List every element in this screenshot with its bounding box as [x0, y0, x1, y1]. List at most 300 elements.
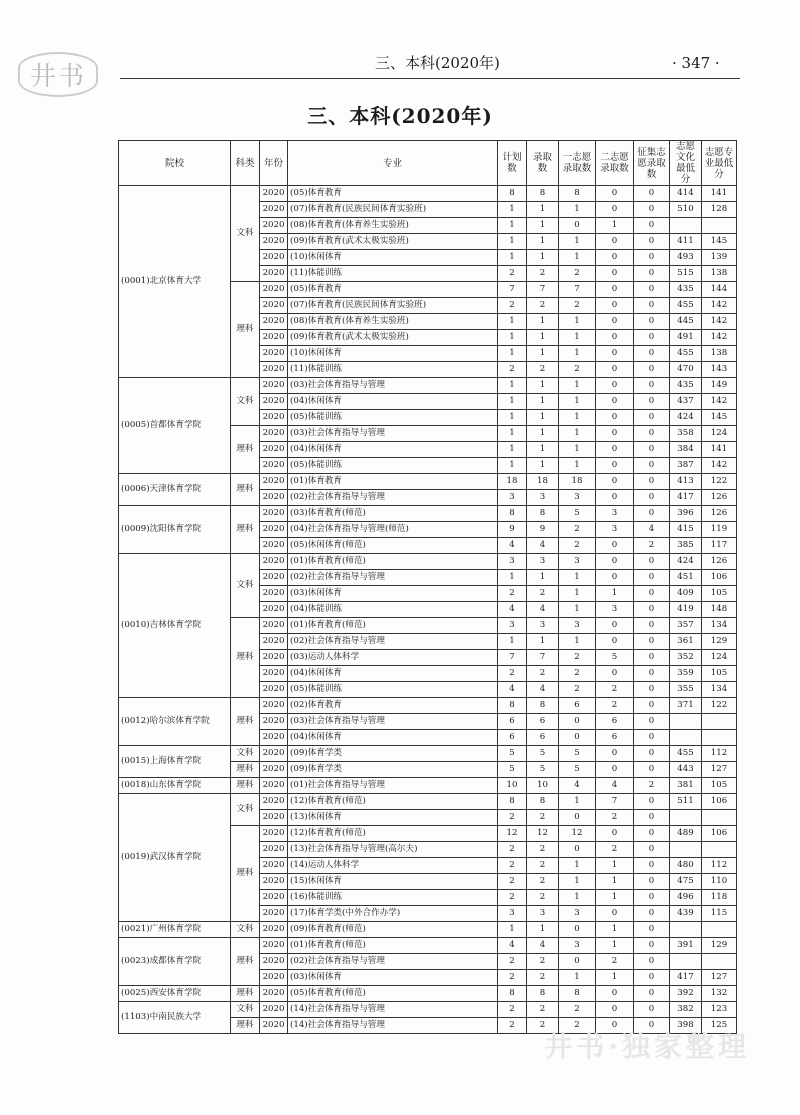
- second-choice-cell: 0: [596, 554, 634, 570]
- year-cell: 2020: [260, 858, 288, 874]
- collect-cell: 0: [634, 634, 670, 650]
- table-row: [119, 922, 737, 938]
- admitted-cell: 1: [527, 250, 559, 266]
- culture-min-cell: 381: [670, 778, 702, 794]
- admitted-cell: 4: [527, 538, 559, 554]
- category-cell: 文科: [231, 1002, 260, 1018]
- first-choice-cell: 1: [559, 874, 596, 890]
- table-row: [119, 794, 737, 810]
- first-choice-cell: 2: [559, 650, 596, 666]
- major-min-cell: [702, 954, 737, 970]
- second-choice-cell: 1: [596, 586, 634, 602]
- header-plan: 计划数: [498, 141, 527, 186]
- major-min-cell: 129: [702, 634, 737, 650]
- major-cell: (03)社会体育指导与管理: [288, 714, 498, 730]
- header-admitted: 录取数: [527, 141, 559, 186]
- collect-cell: 0: [634, 330, 670, 346]
- plan-cell: 2: [498, 858, 527, 874]
- major-min-cell: 124: [702, 426, 737, 442]
- major-min-cell: 127: [702, 762, 737, 778]
- first-choice-cell: 5: [559, 506, 596, 522]
- major-cell: (09)体育教育(武术太极实验班): [288, 330, 498, 346]
- major-cell: (01)体育教育(师范): [288, 554, 498, 570]
- major-cell: (11)体能训练: [288, 266, 498, 282]
- major-min-cell: 138: [702, 266, 737, 282]
- second-choice-cell: 0: [596, 234, 634, 250]
- category-cell: 理科: [231, 474, 260, 506]
- admitted-cell: 1: [527, 314, 559, 330]
- first-choice-cell: 1: [559, 250, 596, 266]
- major-min-cell: 105: [702, 586, 737, 602]
- plan-cell: 12: [498, 826, 527, 842]
- category-cell: 文科: [231, 186, 260, 282]
- first-choice-cell: 1: [559, 202, 596, 218]
- culture-min-cell: 435: [670, 282, 702, 298]
- collect-cell: 0: [634, 282, 670, 298]
- year-cell: 2020: [260, 282, 288, 298]
- second-choice-cell: 0: [596, 458, 634, 474]
- second-choice-cell: 2: [596, 698, 634, 714]
- culture-min-cell: 387: [670, 458, 702, 474]
- culture-min-cell: 357: [670, 618, 702, 634]
- year-cell: 2020: [260, 730, 288, 746]
- major-cell: (01)社会体育指导与管理: [288, 778, 498, 794]
- collect-cell: 0: [634, 394, 670, 410]
- culture-min-cell: 419: [670, 602, 702, 618]
- plan-cell: 1: [498, 314, 527, 330]
- admitted-cell: 1: [527, 410, 559, 426]
- first-choice-cell: 1: [559, 234, 596, 250]
- plan-cell: 8: [498, 186, 527, 202]
- admitted-cell: 6: [527, 714, 559, 730]
- collect-cell: 0: [634, 810, 670, 826]
- major-cell: (04)休闲体育: [288, 666, 498, 682]
- year-cell: 2020: [260, 874, 288, 890]
- admitted-cell: 2: [527, 970, 559, 986]
- second-choice-cell: 0: [596, 570, 634, 586]
- year-cell: 2020: [260, 298, 288, 314]
- header-category: 科类: [231, 141, 260, 186]
- second-choice-cell: 4: [596, 778, 634, 794]
- year-cell: 2020: [260, 938, 288, 954]
- plan-cell: 1: [498, 218, 527, 234]
- plan-cell: 3: [498, 554, 527, 570]
- major-cell: (10)休闲体育: [288, 250, 498, 266]
- table-row: [119, 746, 737, 762]
- major-cell: (05)体育教育: [288, 282, 498, 298]
- collect-cell: 0: [634, 1018, 670, 1034]
- year-cell: 2020: [260, 842, 288, 858]
- major-min-cell: 148: [702, 602, 737, 618]
- year-cell: 2020: [260, 394, 288, 410]
- culture-min-cell: 475: [670, 874, 702, 890]
- category-cell: 文科: [231, 794, 260, 826]
- culture-min-cell: 424: [670, 554, 702, 570]
- plan-cell: 1: [498, 634, 527, 650]
- major-cell: (04)社会体育指导与管理(师范): [288, 522, 498, 538]
- plan-cell: 8: [498, 506, 527, 522]
- major-min-cell: 142: [702, 330, 737, 346]
- culture-min-cell: 361: [670, 634, 702, 650]
- second-choice-cell: 0: [596, 314, 634, 330]
- second-choice-cell: 2: [596, 810, 634, 826]
- first-choice-cell: 2: [559, 1002, 596, 1018]
- first-choice-cell: 1: [559, 314, 596, 330]
- admitted-cell: 2: [527, 362, 559, 378]
- first-choice-cell: 1: [559, 426, 596, 442]
- major-min-cell: [702, 810, 737, 826]
- year-cell: 2020: [260, 650, 288, 666]
- culture-min-cell: [670, 730, 702, 746]
- first-choice-cell: 3: [559, 906, 596, 922]
- admitted-cell: 2: [527, 890, 559, 906]
- culture-min-cell: 424: [670, 410, 702, 426]
- major-min-cell: 106: [702, 570, 737, 586]
- collect-cell: 0: [634, 730, 670, 746]
- major-cell: (08)体育教育(体育养生实验班): [288, 314, 498, 330]
- culture-min-cell: [670, 218, 702, 234]
- first-choice-cell: 8: [559, 986, 596, 1002]
- collect-cell: 4: [634, 522, 670, 538]
- major-min-cell: 118: [702, 890, 737, 906]
- second-choice-cell: 0: [596, 250, 634, 266]
- first-choice-cell: 1: [559, 394, 596, 410]
- first-choice-cell: 2: [559, 682, 596, 698]
- year-cell: 2020: [260, 1018, 288, 1034]
- plan-cell: 3: [498, 490, 527, 506]
- collect-cell: 0: [634, 890, 670, 906]
- major-min-cell: 129: [702, 938, 737, 954]
- first-choice-cell: 2: [559, 266, 596, 282]
- culture-min-cell: 352: [670, 650, 702, 666]
- collect-cell: 0: [634, 474, 670, 490]
- culture-min-cell: 443: [670, 762, 702, 778]
- year-cell: 2020: [260, 442, 288, 458]
- culture-min-cell: 455: [670, 298, 702, 314]
- category-cell: 文科: [231, 922, 260, 938]
- first-choice-cell: 1: [559, 346, 596, 362]
- second-choice-cell: 0: [596, 266, 634, 282]
- year-cell: 2020: [260, 1002, 288, 1018]
- header-major-min: 志愿专业最低分: [702, 141, 737, 186]
- collect-cell: 2: [634, 778, 670, 794]
- culture-min-cell: 411: [670, 234, 702, 250]
- plan-cell: 2: [498, 874, 527, 890]
- major-cell: (05)休闲体育(师范): [288, 538, 498, 554]
- second-choice-cell: 0: [596, 762, 634, 778]
- major-min-cell: 115: [702, 906, 737, 922]
- major-min-cell: 149: [702, 378, 737, 394]
- major-cell: (05)体能训练: [288, 458, 498, 474]
- header-rule: [120, 78, 740, 79]
- major-min-cell: 127: [702, 970, 737, 986]
- header-second-choice: 二志愿录取数: [596, 141, 634, 186]
- major-cell: (10)休闲体育: [288, 346, 498, 362]
- collect-cell: 0: [634, 410, 670, 426]
- admitted-cell: 7: [527, 282, 559, 298]
- first-choice-cell: 2: [559, 522, 596, 538]
- first-choice-cell: 2: [559, 666, 596, 682]
- category-cell: 文科: [231, 554, 260, 618]
- plan-cell: 3: [498, 618, 527, 634]
- first-choice-cell: 0: [559, 922, 596, 938]
- year-cell: 2020: [260, 714, 288, 730]
- second-choice-cell: 3: [596, 602, 634, 618]
- culture-min-cell: 493: [670, 250, 702, 266]
- plan-cell: 5: [498, 762, 527, 778]
- first-choice-cell: 0: [559, 714, 596, 730]
- major-min-cell: 110: [702, 874, 737, 890]
- year-cell: 2020: [260, 970, 288, 986]
- collect-cell: 0: [634, 490, 670, 506]
- culture-min-cell: 439: [670, 906, 702, 922]
- category-cell: 文科: [231, 378, 260, 426]
- major-cell: (16)体能训练: [288, 890, 498, 906]
- culture-min-cell: 417: [670, 970, 702, 986]
- collect-cell: 0: [634, 986, 670, 1002]
- major-min-cell: [702, 714, 737, 730]
- major-cell: (05)体育教育(师范): [288, 986, 498, 1002]
- collect-cell: 0: [634, 954, 670, 970]
- running-header: 三、本科(2020年): [375, 54, 500, 72]
- collect-cell: 0: [634, 570, 670, 586]
- major-min-cell: 141: [702, 442, 737, 458]
- second-choice-cell: 1: [596, 938, 634, 954]
- first-choice-cell: 1: [559, 858, 596, 874]
- admitted-cell: 2: [527, 298, 559, 314]
- admitted-cell: 4: [527, 938, 559, 954]
- culture-min-cell: 382: [670, 1002, 702, 1018]
- major-min-cell: 142: [702, 458, 737, 474]
- table-row: [119, 186, 737, 202]
- admitted-cell: 3: [527, 490, 559, 506]
- plan-cell: 1: [498, 458, 527, 474]
- plan-cell: 4: [498, 602, 527, 618]
- year-cell: 2020: [260, 266, 288, 282]
- admitted-cell: 3: [527, 554, 559, 570]
- major-cell: (01)体育教育(师范): [288, 618, 498, 634]
- second-choice-cell: 1: [596, 890, 634, 906]
- first-choice-cell: 2: [559, 362, 596, 378]
- plan-cell: 8: [498, 794, 527, 810]
- plan-cell: 4: [498, 682, 527, 698]
- admitted-cell: 4: [527, 602, 559, 618]
- second-choice-cell: 0: [596, 746, 634, 762]
- plan-cell: 8: [498, 986, 527, 1002]
- major-cell: (09)体育学类: [288, 746, 498, 762]
- major-min-cell: 134: [702, 618, 737, 634]
- second-choice-cell: 0: [596, 618, 634, 634]
- second-choice-cell: 0: [596, 202, 634, 218]
- admitted-cell: 1: [527, 202, 559, 218]
- first-choice-cell: 3: [559, 938, 596, 954]
- year-cell: 2020: [260, 666, 288, 682]
- second-choice-cell: 0: [596, 538, 634, 554]
- year-cell: 2020: [260, 922, 288, 938]
- major-cell: (04)休闲体育: [288, 730, 498, 746]
- header-first-choice: 一志愿录取数: [559, 141, 596, 186]
- table-row: [119, 938, 737, 954]
- year-cell: 2020: [260, 762, 288, 778]
- school-name: (0010)吉林体育学院: [119, 554, 231, 698]
- major-min-cell: 142: [702, 394, 737, 410]
- admitted-cell: 2: [527, 1018, 559, 1034]
- admitted-cell: 3: [527, 906, 559, 922]
- plan-cell: 3: [498, 906, 527, 922]
- major-cell: (15)休闲体育: [288, 874, 498, 890]
- admitted-cell: 9: [527, 522, 559, 538]
- first-choice-cell: 1: [559, 634, 596, 650]
- collect-cell: 0: [634, 874, 670, 890]
- admitted-cell: 8: [527, 186, 559, 202]
- year-cell: 2020: [260, 810, 288, 826]
- category-cell: 文科: [231, 746, 260, 762]
- header-collect: 征集志愿录取数: [634, 141, 670, 186]
- admitted-cell: 4: [527, 682, 559, 698]
- admitted-cell: 2: [527, 858, 559, 874]
- second-choice-cell: 2: [596, 954, 634, 970]
- major-cell: (13)休闲体育: [288, 810, 498, 826]
- first-choice-cell: 1: [559, 794, 596, 810]
- culture-min-cell: 511: [670, 794, 702, 810]
- first-choice-cell: 1: [559, 378, 596, 394]
- culture-min-cell: 445: [670, 314, 702, 330]
- second-choice-cell: 0: [596, 1002, 634, 1018]
- admitted-cell: 8: [527, 506, 559, 522]
- first-choice-cell: 1: [559, 970, 596, 986]
- year-cell: 2020: [260, 954, 288, 970]
- major-min-cell: 117: [702, 538, 737, 554]
- first-choice-cell: 4: [559, 778, 596, 794]
- admitted-cell: 2: [527, 586, 559, 602]
- second-choice-cell: 1: [596, 858, 634, 874]
- major-min-cell: 143: [702, 362, 737, 378]
- first-choice-cell: 0: [559, 810, 596, 826]
- culture-min-cell: 510: [670, 202, 702, 218]
- table-header-row: [119, 141, 737, 186]
- first-choice-cell: 2: [559, 538, 596, 554]
- admitted-cell: 10: [527, 778, 559, 794]
- major-cell: (03)社会体育指导与管理: [288, 426, 498, 442]
- major-cell: (09)体育教育(师范): [288, 922, 498, 938]
- year-cell: 2020: [260, 250, 288, 266]
- collect-cell: 0: [634, 202, 670, 218]
- plan-cell: 1: [498, 922, 527, 938]
- major-cell: (09)体育学类: [288, 762, 498, 778]
- first-choice-cell: 2: [559, 298, 596, 314]
- major-min-cell: 119: [702, 522, 737, 538]
- major-min-cell: 123: [702, 1002, 737, 1018]
- collect-cell: 0: [634, 714, 670, 730]
- first-choice-cell: 0: [559, 954, 596, 970]
- admitted-cell: 2: [527, 810, 559, 826]
- first-choice-cell: 6: [559, 698, 596, 714]
- second-choice-cell: 0: [596, 186, 634, 202]
- admitted-cell: 2: [527, 842, 559, 858]
- school-name: (0023)成都体育学院: [119, 938, 231, 986]
- second-choice-cell: 0: [596, 474, 634, 490]
- major-min-cell: 122: [702, 474, 737, 490]
- plan-cell: 6: [498, 730, 527, 746]
- major-min-cell: 142: [702, 298, 737, 314]
- first-choice-cell: 5: [559, 746, 596, 762]
- admitted-cell: 12: [527, 826, 559, 842]
- school-name: (0009)沈阳体育学院: [119, 506, 231, 554]
- plan-cell: 2: [498, 954, 527, 970]
- second-choice-cell: 0: [596, 410, 634, 426]
- culture-min-cell: 455: [670, 746, 702, 762]
- school-name: (0015)上海体育学院: [119, 746, 231, 778]
- school-name: (0018)山东体育学院: [119, 778, 231, 794]
- major-min-cell: 105: [702, 666, 737, 682]
- second-choice-cell: 1: [596, 970, 634, 986]
- second-choice-cell: 1: [596, 874, 634, 890]
- major-cell: (14)运动人体科学: [288, 858, 498, 874]
- plan-cell: 4: [498, 538, 527, 554]
- plan-cell: 1: [498, 202, 527, 218]
- collect-cell: 0: [634, 458, 670, 474]
- admitted-cell: 2: [527, 266, 559, 282]
- major-min-cell: 122: [702, 698, 737, 714]
- major-cell: (03)运动人体科学: [288, 650, 498, 666]
- year-cell: 2020: [260, 330, 288, 346]
- culture-min-cell: 489: [670, 826, 702, 842]
- plan-cell: 1: [498, 330, 527, 346]
- major-cell: (04)体能训练: [288, 602, 498, 618]
- admitted-cell: 8: [527, 794, 559, 810]
- culture-min-cell: 437: [670, 394, 702, 410]
- first-choice-cell: 3: [559, 490, 596, 506]
- year-cell: 2020: [260, 378, 288, 394]
- major-cell: (07)体育教育(民族民间体育实验班): [288, 298, 498, 314]
- plan-cell: 4: [498, 938, 527, 954]
- year-cell: 2020: [260, 554, 288, 570]
- admitted-cell: 1: [527, 442, 559, 458]
- major-min-cell: 139: [702, 250, 737, 266]
- major-cell: (14)社会体育指导与管理: [288, 1018, 498, 1034]
- collect-cell: 0: [634, 922, 670, 938]
- major-min-cell: 125: [702, 1018, 737, 1034]
- admitted-cell: 1: [527, 570, 559, 586]
- major-cell: (04)休闲体育: [288, 394, 498, 410]
- culture-min-cell: 451: [670, 570, 702, 586]
- major-cell: (09)体育教育(武术太极实验班): [288, 234, 498, 250]
- major-min-cell: 126: [702, 506, 737, 522]
- admitted-cell: 2: [527, 874, 559, 890]
- year-cell: 2020: [260, 538, 288, 554]
- culture-min-cell: 371: [670, 698, 702, 714]
- culture-min-cell: [670, 954, 702, 970]
- culture-min-cell: 414: [670, 186, 702, 202]
- admission-table: [118, 140, 737, 1034]
- year-cell: 2020: [260, 314, 288, 330]
- admitted-cell: 18: [527, 474, 559, 490]
- first-choice-cell: 0: [559, 730, 596, 746]
- plan-cell: 1: [498, 234, 527, 250]
- collect-cell: 0: [634, 762, 670, 778]
- first-choice-cell: 1: [559, 890, 596, 906]
- watermark: 井书·独家整理: [544, 1030, 750, 1063]
- second-choice-cell: 1: [596, 218, 634, 234]
- culture-min-cell: 391: [670, 938, 702, 954]
- year-cell: 2020: [260, 746, 288, 762]
- school-name: (0001)北京体育大学: [119, 186, 231, 378]
- culture-min-cell: 384: [670, 442, 702, 458]
- second-choice-cell: 0: [596, 282, 634, 298]
- category-cell: 理科: [231, 826, 260, 922]
- year-cell: 2020: [260, 682, 288, 698]
- collect-cell: 0: [634, 650, 670, 666]
